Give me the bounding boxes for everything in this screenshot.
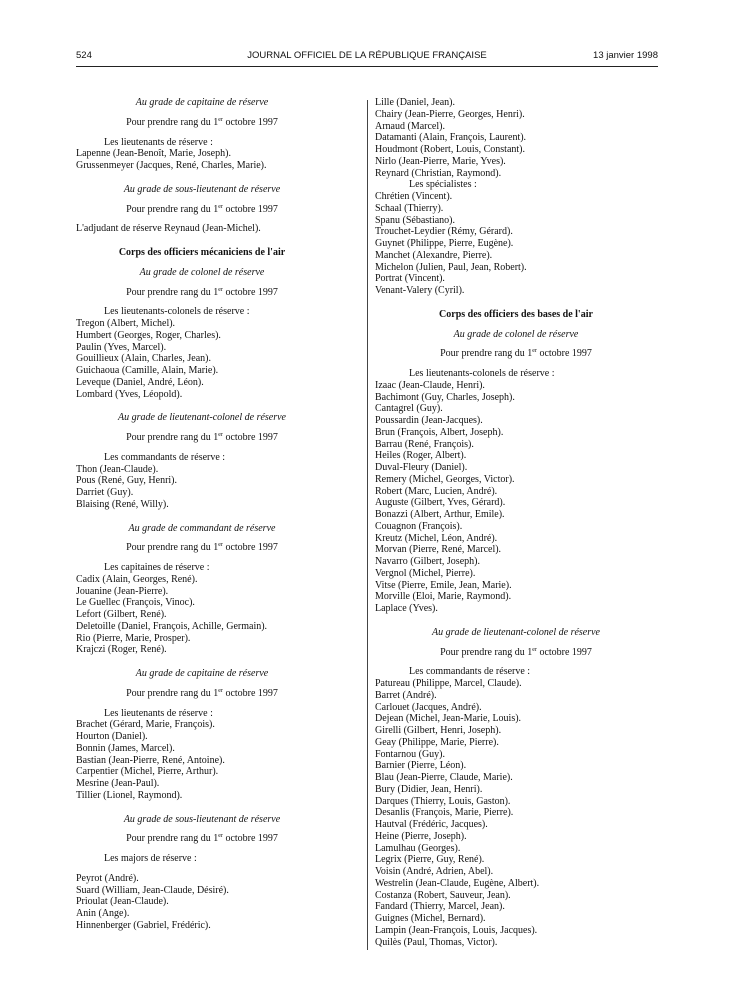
rank-date: Pour prendre rang du 1er octobre 1997 [126, 687, 278, 699]
rank-date: Pour prendre rang du 1er octobre 1997 [126, 116, 278, 128]
person-name: Lefort (Gilbert, René). [76, 609, 167, 620]
person-name: Heine (Pierre, Joseph). [375, 830, 467, 842]
corps-heading: Corps des officiers des bases de l'air [439, 308, 593, 320]
group-label: Les lieutenants de réserve : [104, 136, 213, 148]
person-name: Grussenmeyer (Jacques, René, Charles, Marie). [76, 160, 267, 171]
person-name: Mesrine (Jean-Paul). [76, 778, 160, 789]
person-name: Datamanti (Alain, François, Laurent). [375, 132, 527, 144]
journal-title: JOURNAL OFFICIEL DE LA RÉPUBLIQUE FRANÇAISE [247, 50, 487, 61]
person-name: Nirlo (Jean-Pierre, Marie, Yves). [375, 155, 506, 167]
left-column [76, 97, 328, 932]
rank-date: Pour prendre rang du 1er octobre 1997 [126, 432, 278, 443]
person-name: Girelli (Gilbert, Henri, Joseph). [375, 725, 502, 736]
name-list [76, 318, 328, 400]
person-name: Fandard (Thierry, Marcel, Jean). [375, 901, 505, 913]
grade-heading: Au grade de lieutenant-colonel de réserve [432, 626, 600, 638]
rank-date: Pour prendre rang du 1er octobre 1997 [126, 542, 278, 554]
person-name: Arnaud (Marcel). [375, 120, 445, 132]
person-name: Spanu (Sébastiano). [375, 214, 455, 226]
person-name: Guichaoua (Camille, Alain, Marie). [76, 365, 219, 376]
person-name: Portrat (Vincent). [375, 273, 445, 285]
person-name: Hourton (Daniel). [76, 731, 148, 742]
person-name: Bastian (Jean-Pierre, René, Antoine). [76, 754, 225, 766]
person-name: Patureau (Philippe, Marcel, Claude). [375, 678, 522, 689]
header-rule [76, 66, 658, 67]
person-name: Bonnin (James, Marcel). [76, 742, 175, 754]
rank-date: Pour prendre rang du 1er octobre 1997 [440, 348, 592, 360]
person-name: Fontarnou (Guy). [375, 748, 445, 760]
rank-date: Pour prendre rang du 1er octobre 1997 [126, 286, 278, 298]
person-name: Houdmont (Robert, Louis, Constant). [375, 144, 525, 155]
person-name: Tregon (Albert, Michel). [76, 318, 176, 329]
person-name: Navarro (Gilbert, Joseph). [375, 556, 480, 567]
person-name: Laplace (Yves). [375, 603, 438, 614]
person-name: Lombard (Yves, Léopold). [76, 388, 183, 400]
person-name: Leveque (Daniel, André, Léon). [76, 376, 204, 388]
person-name: Barrau (René, François). [375, 438, 474, 450]
person-name: Guignes (Michel, Bernard). [375, 913, 486, 924]
person-name: Blau (Jean-Pierre, Claude, Marie). [375, 772, 513, 783]
grade-heading: Au grade de colonel de réserve [453, 328, 579, 340]
grade-heading: Au grade de commandant de réserve [128, 522, 276, 534]
person-name: Robert (Marc, Lucien, André). [375, 485, 498, 497]
rank-date: Pour prendre rang du 1er octobre 1997 [126, 203, 278, 215]
column-divider [367, 100, 368, 950]
person-name: Blaising (René, Willy). [76, 498, 169, 510]
person-name: Guynet (Philippe, Pierre, Eugène). [375, 238, 514, 249]
person-name: Izaac (Jean-Claude, Henri). [375, 379, 485, 391]
group-label: Les majors de réserve : [104, 853, 197, 864]
person-name: Voisin (André, Adrien, Abel). [375, 866, 494, 877]
name-list [76, 719, 328, 801]
person-name: Vitse (Pierre, Emile, Jean, Marie). [375, 579, 512, 591]
person-name: Schaal (Thierry). [375, 202, 444, 214]
person-name: Deletoille (Daniel, François, Achille, Germain). [76, 620, 268, 632]
grade-heading: Au grade de sous-lieutenant de réserve [123, 183, 281, 195]
person-name: Reynard (Christian, Raymond). [375, 167, 502, 179]
person-name: Barnier (Pierre, Léon). [375, 760, 467, 772]
grade-heading: Au grade de lieutenant-colonel de réserve [118, 412, 286, 424]
person-name: Cadix (Alain, Georges, René). [76, 573, 198, 585]
person-name: Cantagrel (Guy). [375, 403, 443, 415]
group-label: Les commandants de réserve : [409, 666, 531, 678]
group-label: Les lieutenants-colonels de réserve : [409, 368, 555, 379]
person-name: Carlouet (Jacques, André). [375, 701, 482, 713]
rank-date: Pour prendre rang du 1er octobre 1997 [440, 646, 592, 658]
person-name: Lamulhau (Georges). [375, 842, 461, 854]
person-name: Vergnol (Michel, Pierre). [375, 567, 476, 579]
person-name: Pous (René, Guy, Henri). [76, 475, 178, 487]
grade-heading: Au grade de sous-lieutenant de réserve [123, 813, 281, 825]
page-number: 524 [76, 50, 92, 61]
grade-heading: Au grade de colonel de réserve [139, 266, 265, 278]
person-name: Bachimont (Guy, Charles, Joseph). [375, 391, 515, 403]
person-name: Michelon (Julien, Paul, Jean, Robert). [375, 261, 527, 273]
person-name: Desanlis (François, Marie, Pierre). [375, 807, 514, 819]
group-label: Les lieutenants-colonels de réserve : [104, 306, 250, 318]
person-name: Lille (Daniel, Jean). [375, 97, 455, 108]
name-list [375, 678, 657, 948]
person-name: Bonazzi (Albert, Arthur, Emile). [375, 509, 505, 520]
group-label: Les lieutenants de réserve : [104, 707, 213, 719]
person-name: Peyrot (André). [76, 872, 139, 884]
person-name: Morvan (Pierre, René, Marcel). [375, 544, 502, 556]
person-name: Lapenne (Jean-Benoît, Marie, Joseph). [76, 148, 231, 160]
person-name: Carpentier (Michel, Pierre, Arthur). [76, 766, 219, 778]
person-name: Tillier (Lionel, Raymond). [76, 789, 183, 801]
group-label: Les capitaines de réserve : [104, 562, 210, 573]
page-header [76, 50, 658, 66]
name-list [76, 873, 328, 932]
person-name: Venant-Valery (Cyril). [375, 285, 465, 296]
right-column [375, 97, 657, 948]
person-name: Heiles (Roger, Albert). [375, 450, 467, 462]
person-name: Jouanine (Jean-Pierre). [76, 585, 169, 597]
person-name: Suard (William, Jean-Claude, Désiré). [76, 884, 229, 896]
name-list [76, 574, 328, 656]
person-name: Remery (Michel, Georges, Victor). [375, 473, 515, 485]
group-label: Les spécialistes : [409, 179, 477, 191]
person-name: Kreutz (Michel, Léon, André). [375, 532, 498, 544]
person-name: Hinnenberger (Gabriel, Frédéric). [76, 919, 211, 931]
rank-date: Pour prendre rang du 1er octobre 1997 [126, 833, 278, 845]
name-list [375, 97, 657, 179]
person-name: Chairy (Jean-Pierre, Georges, Henri). [375, 108, 525, 120]
person-name: Anin (Ange). [76, 908, 130, 919]
grade-heading: Au grade de capitaine de réserve [135, 97, 269, 108]
person-name: Auguste (Gilbert, Yves, Gérard). [375, 497, 506, 509]
person-name: Paulin (Yves, Marcel). [76, 341, 167, 353]
person-name: Darques (Thierry, Louis, Gaston). [375, 795, 511, 807]
person-name: Westrelin (Jean-Claude, Eugène, Albert). [375, 877, 540, 889]
person-name: Brun (François, Albert, Joseph). [375, 426, 504, 438]
issue-date: 13 janvier 1998 [593, 50, 658, 61]
person-name: Rio (Pierre, Marie, Prosper). [76, 632, 191, 644]
name-list [76, 148, 328, 172]
person-name: Geay (Philippe, Marie, Pierre). [375, 736, 499, 748]
person-name: Legrix (Pierre, Guy, René). [375, 854, 485, 866]
person-name: Manchet (Alexandre, Pierre). [375, 249, 493, 261]
person-name: Lampin (Jean-François, Louis, Jacques). [375, 924, 538, 936]
name-list [375, 191, 657, 297]
person-name: Trouchet-Leydier (Rémy, Gérard). [375, 226, 513, 238]
person-name: Morville (Eloi, Marie, Raymond). [375, 591, 512, 603]
person-name: Duval-Fleury (Daniel). [375, 462, 468, 473]
group-label: Les commandants de réserve : [104, 451, 226, 463]
person-name: Chrétien (Vincent). [375, 191, 453, 202]
person-name: Brachet (Gérard, Marie, François). [76, 719, 215, 731]
corps-heading: Corps des officiers mécaniciens de l'air [118, 247, 286, 258]
name-list [375, 380, 657, 615]
person-name: Le Guellec (François, Vinoc). [76, 597, 195, 609]
person-name: Poussardin (Jean-Jacques). [375, 415, 483, 426]
person-name: Couagnon (François). [375, 520, 463, 532]
person-name: Gouillieux (Alain, Charles, Jean). [76, 353, 211, 365]
person-name: Krajczi (Roger, René). [76, 644, 167, 656]
person-name: Thon (Jean-Claude). [76, 463, 159, 475]
person-name: Darriet (Guy). [76, 487, 134, 498]
person-name: Costanza (Robert, Sauveur, Jean). [375, 889, 511, 901]
person-name: Quilès (Paul, Thomas, Victor). [375, 936, 498, 948]
person-name: Bury (Didier, Jean, Henri). [375, 783, 483, 795]
grade-heading: Au grade de capitaine de réserve [135, 668, 269, 679]
adjudant-line: L'adjudant de réserve Reynaud (Jean-Michel). [76, 223, 261, 235]
name-list [76, 464, 328, 511]
person-name: Prioulat (Jean-Claude). [76, 896, 169, 908]
person-name: Dejean (Michel, Jean-Marie, Louis). [375, 713, 522, 725]
person-name: Hautval (Frédéric, Jacques). [375, 819, 488, 830]
person-name: Barret (André). [375, 689, 437, 701]
person-name: Humbert (Georges, Roger, Charles). [76, 329, 221, 341]
